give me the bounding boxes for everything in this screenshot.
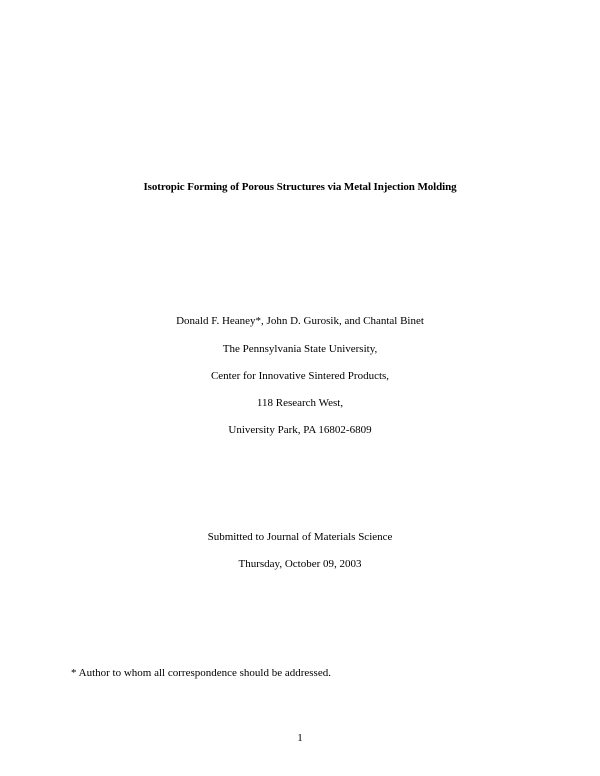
page-number: 1: [297, 732, 303, 744]
affiliation-line-3: 118 Research West,: [256, 397, 344, 409]
affiliation-line-1: The Pennsylvania State University,: [222, 343, 378, 355]
paper-title: Isotropic Forming of Porous Structures via Metal Injection Molding: [143, 181, 457, 193]
author-list: Donald F. Heaney*, John D. Gurosik, and Chantal Binet: [176, 315, 424, 327]
submission-date: Thursday, October 09, 2003: [238, 558, 362, 570]
correspondence-footnote: * Author to whom all correspondence should be addressed.: [71, 667, 331, 679]
affiliation-line-4: University Park, PA 16802-6809: [228, 424, 372, 436]
submission-note: Submitted to Journal of Materials Science: [207, 531, 393, 543]
affiliation-line-2: Center for Innovative Sintered Products,: [210, 370, 390, 382]
